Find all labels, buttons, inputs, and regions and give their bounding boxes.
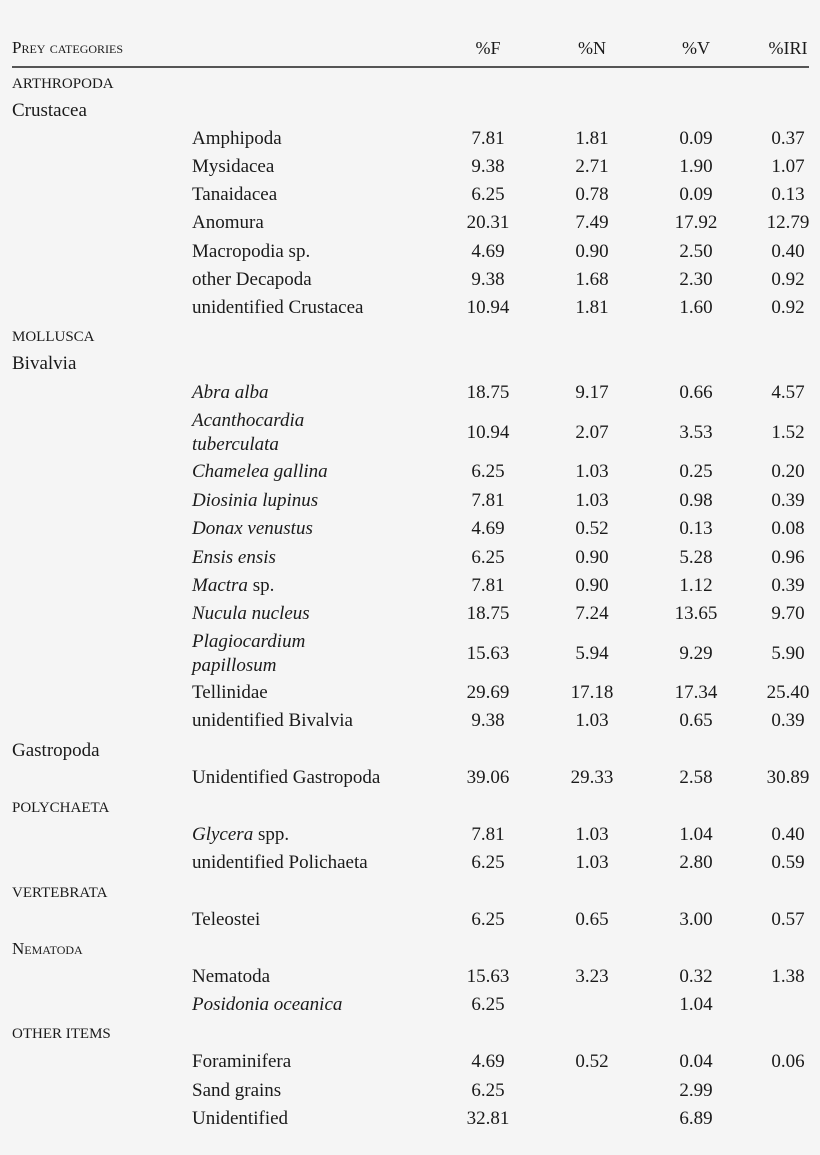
value-iri: 0.06 [771, 1051, 805, 1072]
prey-name: unidentified Crustacea [192, 297, 364, 318]
phylum-heading [12, 70, 809, 98]
value-iri: 0.59 [771, 852, 805, 873]
value-f: 6.25 [471, 909, 505, 930]
value-n: 2.07 [575, 422, 609, 443]
species-suffix: spp. [253, 824, 290, 845]
value-f: 6.25 [471, 461, 505, 482]
prey-name: Chamelea gallina [192, 461, 328, 482]
table-row [12, 1105, 809, 1133]
phylum-label: MOLLUSCA [12, 329, 95, 345]
value-n: 29.33 [570, 767, 614, 788]
value-iri: 0.96 [771, 547, 805, 568]
value-f: 7.81 [471, 490, 505, 511]
header-col-iri: %IRI [768, 38, 808, 58]
value-v: 0.09 [679, 184, 713, 205]
prey-name: Anomura [192, 212, 264, 233]
value-v: 0.65 [679, 710, 713, 731]
prey-name: Nucula nucleus [192, 603, 310, 624]
phylum-label: OTHER ITEMS [12, 1026, 111, 1042]
prey-name: Nematoda [192, 966, 271, 987]
value-n: 17.18 [570, 682, 614, 703]
table-row [12, 238, 809, 266]
prey-name: unidentified Bivalvia [192, 710, 353, 731]
value-f: 6.25 [471, 994, 505, 1015]
value-f: 29.69 [466, 682, 510, 703]
table-row [12, 679, 809, 707]
value-v: 1.60 [679, 297, 713, 318]
table-row [12, 821, 809, 849]
table-row [12, 209, 809, 237]
prey-name: Amphipoda [192, 128, 282, 149]
table-row [12, 906, 809, 934]
phylum-heading [12, 879, 809, 907]
value-n: 5.94 [575, 643, 609, 664]
phylum-label: VERTEBRATA [12, 885, 108, 901]
prey-name: Unidentified [192, 1108, 289, 1129]
prey-name: unidentified Polichaeta [192, 852, 368, 873]
value-iri: 0.40 [771, 241, 805, 262]
class-heading [12, 350, 809, 378]
prey-name: Mysidacea [192, 156, 275, 177]
value-v: 3.00 [679, 909, 713, 930]
value-f: 6.25 [471, 547, 505, 568]
value-n: 9.17 [575, 382, 609, 403]
value-v: 2.58 [679, 767, 713, 788]
value-n: 7.49 [575, 212, 609, 233]
value-f: 10.94 [466, 422, 510, 443]
table-row [12, 294, 809, 322]
value-n: 1.03 [575, 490, 609, 511]
value-iri: 0.39 [771, 490, 805, 511]
table-row [12, 991, 809, 1019]
table-row [12, 707, 809, 735]
value-iri: 0.13 [771, 184, 805, 205]
table-row [12, 764, 809, 792]
value-v: 1.04 [679, 824, 713, 845]
value-f: 39.06 [466, 767, 510, 788]
value-iri: 9.70 [771, 603, 805, 624]
value-iri: 1.52 [771, 422, 805, 443]
prey-name [192, 630, 305, 678]
table-row [12, 1077, 809, 1105]
prey-name-line2: papillosum [192, 655, 277, 676]
value-f: 9.38 [471, 710, 505, 731]
value-v: 2.50 [679, 241, 713, 262]
value-f: 6.25 [471, 1080, 505, 1101]
value-f: 4.69 [471, 518, 505, 539]
value-n: 2.71 [575, 156, 609, 177]
value-v: 2.80 [679, 852, 713, 873]
value-f: 9.38 [471, 156, 505, 177]
value-iri: 12.79 [766, 212, 810, 233]
table-row [12, 515, 809, 543]
prey-name [192, 821, 289, 849]
prey-name: other Decapoda [192, 269, 312, 290]
value-iri: 30.89 [766, 767, 810, 788]
value-n: 1.03 [575, 710, 609, 731]
phylum-heading [12, 935, 809, 963]
prey-name: Diosinia lupinus [192, 490, 319, 511]
prey-name: Sand grains [192, 1080, 282, 1101]
value-f: 4.69 [471, 1051, 505, 1072]
value-iri: 0.20 [771, 461, 805, 482]
class-label: Gastropoda [12, 740, 100, 761]
table-row [12, 458, 809, 486]
prey-name-line1: Plagiocardium [192, 631, 306, 652]
value-iri: 0.92 [771, 297, 805, 318]
value-n: 0.90 [575, 575, 609, 596]
species-suffix: sp. [247, 575, 275, 596]
value-v: 0.98 [679, 490, 713, 511]
value-f: 18.75 [466, 382, 510, 403]
value-iri: 0.37 [771, 128, 805, 149]
value-v: 17.92 [674, 212, 718, 233]
value-f: 18.75 [466, 603, 510, 624]
value-v: 13.65 [674, 603, 718, 624]
value-f: 9.38 [471, 269, 505, 290]
value-f: 6.25 [471, 852, 505, 873]
prey-name: Posidonia oceanica [192, 994, 343, 1015]
value-n: 3.23 [575, 966, 609, 987]
prey-name: Unidentified Gastropoda [192, 767, 381, 788]
value-n: 1.03 [575, 461, 609, 482]
prey-name: Tellinidae [192, 682, 268, 703]
value-iri: 0.40 [771, 824, 805, 845]
value-n: 1.03 [575, 824, 609, 845]
value-v: 0.25 [679, 461, 713, 482]
value-n: 1.68 [575, 269, 609, 290]
class-label: Bivalvia [12, 353, 77, 374]
value-iri: 5.90 [771, 643, 805, 664]
class-heading [12, 97, 809, 125]
prey-name: Donax venustus [192, 518, 313, 539]
value-v: 0.66 [679, 382, 713, 403]
table-row [12, 1048, 809, 1076]
class-label: Crustacea [12, 100, 87, 121]
header-rule [12, 66, 809, 68]
value-f: 10.94 [466, 297, 510, 318]
genus-name: Mactra [192, 575, 248, 596]
value-f: 7.81 [471, 575, 505, 596]
header-col-f: %F [475, 38, 501, 58]
phylum-heading [12, 794, 809, 822]
value-f: 4.69 [471, 241, 505, 262]
value-iri: 0.39 [771, 575, 805, 596]
value-f: 15.63 [466, 643, 510, 664]
value-v: 9.29 [679, 643, 713, 664]
value-v: 5.28 [679, 547, 713, 568]
header-col-v: %V [682, 38, 710, 58]
table-row [12, 487, 809, 515]
table-row [12, 963, 809, 991]
value-iri: 1.07 [771, 156, 805, 177]
value-f: 20.31 [466, 212, 510, 233]
value-v: 2.99 [679, 1080, 713, 1101]
header-row [12, 34, 809, 62]
value-v: 17.34 [674, 682, 718, 703]
class-heading [12, 737, 809, 765]
value-v: 1.90 [679, 156, 713, 177]
value-iri: 0.92 [771, 269, 805, 290]
value-v: 6.89 [679, 1108, 713, 1129]
table-row [12, 379, 809, 407]
table-row [12, 410, 809, 455]
prey-name-line1: Acanthocardia [192, 410, 305, 431]
value-iri: 4.57 [771, 382, 805, 403]
value-f: 7.81 [471, 128, 505, 149]
table-row [12, 153, 809, 181]
value-iri: 0.57 [771, 909, 805, 930]
table-row [12, 572, 809, 600]
prey-name [192, 572, 274, 600]
value-iri: 0.39 [771, 710, 805, 731]
header-prey-categories: Prey categories [12, 38, 124, 57]
value-v: 0.13 [679, 518, 713, 539]
value-n: 1.81 [575, 128, 609, 149]
phylum-heading [12, 323, 809, 351]
value-n: 0.65 [575, 909, 609, 930]
value-n: 0.90 [575, 241, 609, 262]
genus-name: Glycera [192, 824, 254, 845]
value-iri: 0.08 [771, 518, 805, 539]
value-n: 7.24 [575, 603, 609, 624]
value-f: 6.25 [471, 184, 505, 205]
phylum-heading [12, 1020, 809, 1048]
value-n: 0.52 [575, 518, 609, 539]
value-v: 2.30 [679, 269, 713, 290]
value-n: 0.78 [575, 184, 609, 205]
phylum-label: POLYCHAETA [12, 800, 110, 816]
value-v: 0.04 [679, 1051, 713, 1072]
prey-name: Abra alba [192, 382, 269, 403]
table-row [12, 181, 809, 209]
phylum-label: Nematoda [12, 939, 83, 958]
value-v: 3.53 [679, 422, 713, 443]
value-v: 0.32 [679, 966, 713, 987]
prey-name-line2: tuberculata [192, 434, 279, 455]
table-row [12, 266, 809, 294]
value-f: 15.63 [466, 966, 510, 987]
value-iri: 1.38 [771, 966, 805, 987]
header-col-n: %N [578, 38, 606, 58]
value-f: 7.81 [471, 824, 505, 845]
value-n: 0.90 [575, 547, 609, 568]
prey-name: Foraminifera [192, 1051, 292, 1072]
prey-name: Ensis ensis [192, 547, 276, 568]
value-n: 1.03 [575, 852, 609, 873]
value-iri: 25.40 [766, 682, 810, 703]
prey-name [192, 409, 304, 457]
value-v: 1.12 [679, 575, 713, 596]
table-row [12, 849, 809, 877]
phylum-label: ARTHROPODA [12, 76, 114, 92]
table-row [12, 125, 809, 153]
prey-name: Teleostei [192, 909, 261, 930]
table-row [12, 544, 809, 572]
value-n: 1.81 [575, 297, 609, 318]
value-v: 1.04 [679, 994, 713, 1015]
table-row [12, 600, 809, 628]
table-row [12, 631, 809, 676]
prey-name: Tanaidacea [192, 184, 278, 205]
value-f: 32.81 [466, 1108, 510, 1129]
value-n: 0.52 [575, 1051, 609, 1072]
prey-name: Macropodia sp. [192, 241, 311, 262]
value-v: 0.09 [679, 128, 713, 149]
